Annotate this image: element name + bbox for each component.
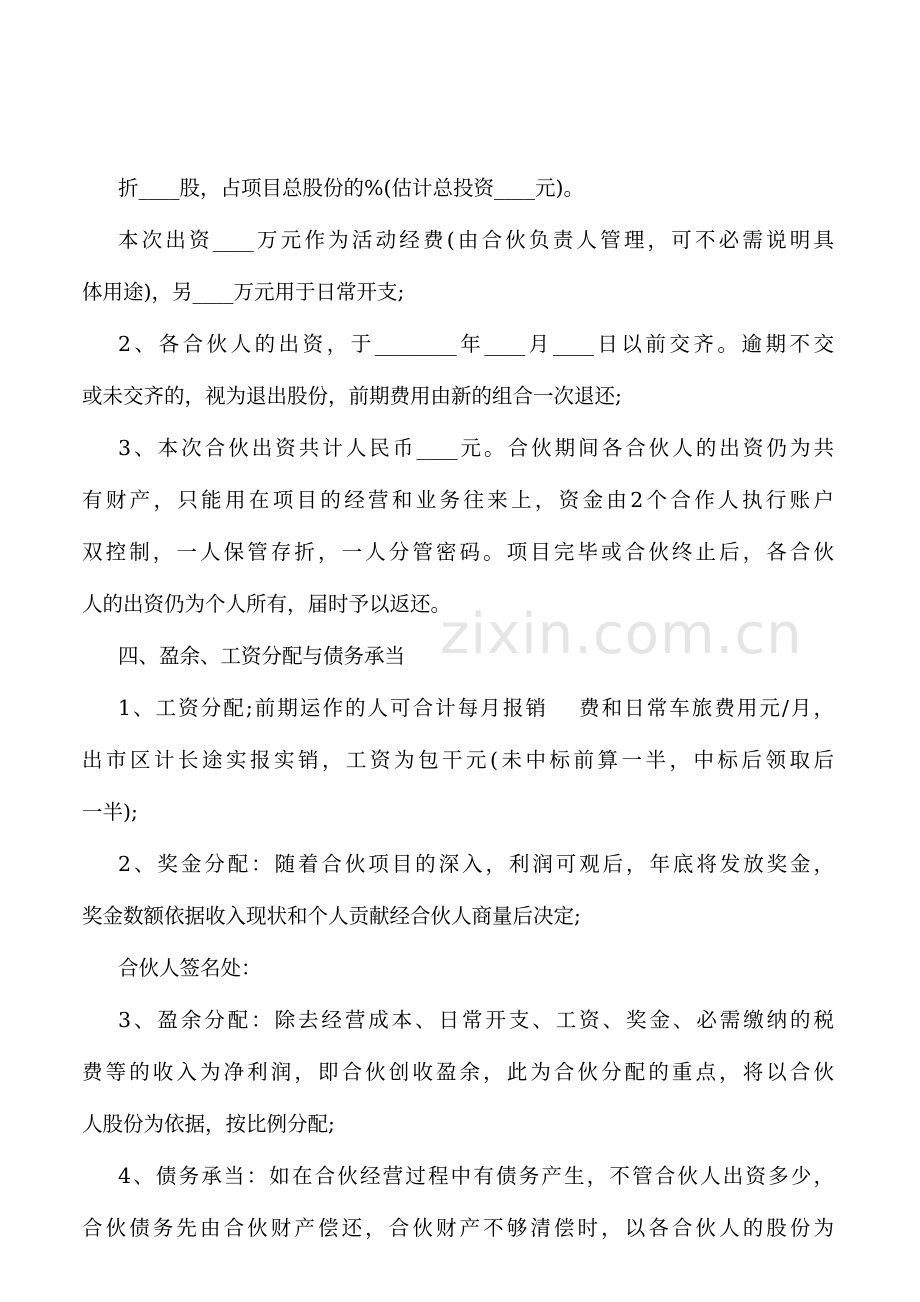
paragraph-line: 3、本次合伙出资共计人民币____元。合伙期间各合伙人的出资仍为共 xyxy=(118,436,834,460)
paragraph-line: 双控制，一人保管存折，一人分管密码。项目完毕或合伙终止后，各合伙 xyxy=(82,540,834,564)
document-body xyxy=(82,166,834,1258)
paragraph-line: 3、盈余分配：除去经营成本、日常开支、工资、奖金、必需缴纳的税 xyxy=(118,1008,834,1032)
paragraph-line: 人股份为依据，按比例分配; xyxy=(82,1112,335,1136)
paragraph-line: 2、各合伙人的出资，于________年____月____日以前交齐。逾期不交 xyxy=(118,332,834,356)
paragraph-line: 人的出资仍为个人所有，届时予以返还。 xyxy=(82,592,451,616)
paragraph-line: 体用途)，另____万元用于日常开支; xyxy=(82,280,405,304)
signature-label: 合伙人签名处： xyxy=(118,956,262,980)
paragraph-line: 奖金数额依据收入现状和个人贡献经合伙人商量后决定; xyxy=(82,904,581,928)
paragraph-line: 本次出资____万元作为活动经费(由合伙负责人管理，可不必需说明具 xyxy=(118,228,834,252)
watermark: zixin.com.cn xyxy=(440,602,803,667)
paragraph-line: 出市区计长途实报实销，工资为包干元(未中标前算一半，中标后领取后 xyxy=(82,748,834,772)
section-heading: 四、盈余、工资分配与债务承当 xyxy=(118,644,405,668)
paragraph-line: 2、奖金分配：随着合伙项目的深入，利润可观后，年底将发放奖金， xyxy=(118,852,834,876)
paragraph-line: 费等的收入为净利润，即合伙创收盈余，此为合伙分配的重点，将以合伙 xyxy=(82,1060,834,1084)
paragraph-line: 有财产，只能用在项目的经营和业务往来上，资金由2个合作人执行账户 xyxy=(82,488,834,512)
paragraph-line: 或未交齐的，视为退出股份，前期费用由新的组合一次退还; xyxy=(82,384,622,408)
paragraph-line: 4、债务承当：如在合伙经营过程中有债务产生，不管合伙人出资多少， xyxy=(118,1164,834,1188)
paragraph-line: 一半); xyxy=(82,800,138,824)
paragraph-line: 1、工资分配;前期运作的人可合计每月报销 费和日常车旅费用元/月， xyxy=(118,696,834,720)
paragraph-line: 合伙债务先由合伙财产偿还，合伙财产不够清偿时，以各合伙人的股份为 xyxy=(82,1216,834,1240)
paragraph-line: 折____股，占项目总股份的%(估计总投资____元)。 xyxy=(118,176,584,200)
